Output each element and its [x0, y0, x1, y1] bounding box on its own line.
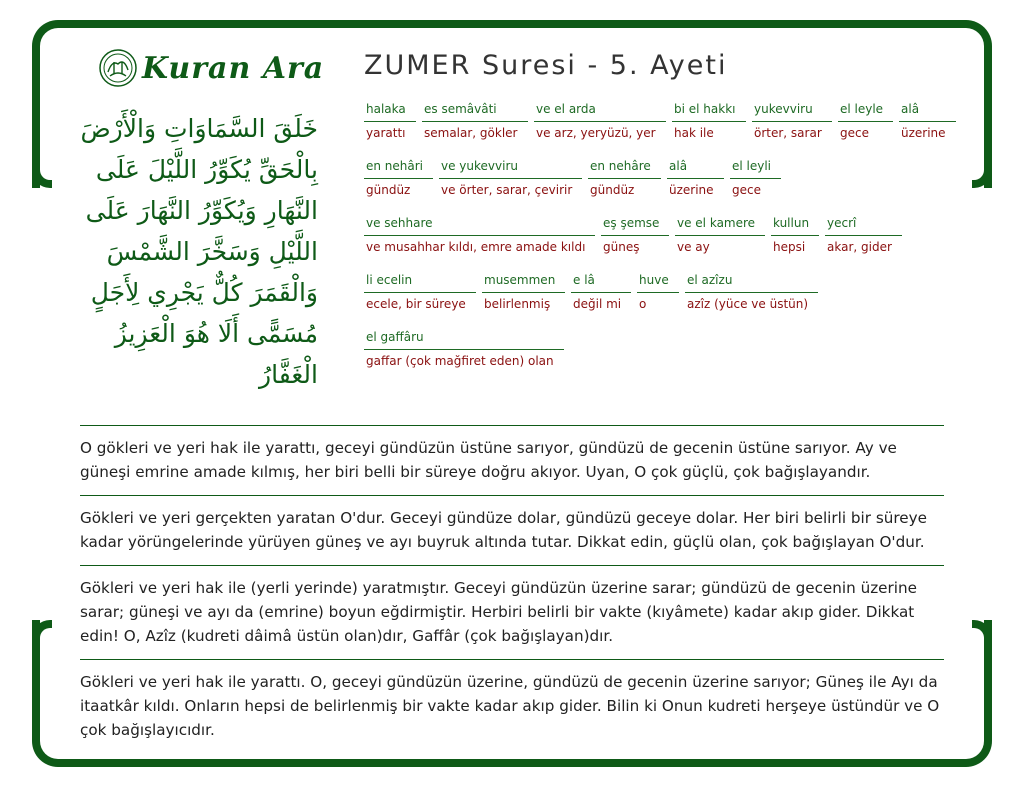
word-meaning: gündüz — [590, 183, 635, 197]
word-meaning: üzerine — [901, 126, 946, 140]
word-row — [364, 273, 964, 330]
word-row — [364, 330, 964, 387]
word-item[interactable] — [637, 273, 679, 330]
word-item[interactable] — [364, 273, 476, 330]
word-meaning: o — [639, 297, 647, 311]
arabic-line: اللَّيْلِ وَسَخَّرَ الشَّمْسَ — [106, 237, 318, 266]
word-meaning: gece — [732, 183, 761, 197]
word-meaning: ve örter, sarar, çevirir — [441, 183, 573, 197]
word-row — [364, 216, 964, 273]
word-item[interactable] — [422, 102, 528, 159]
word-meaning: örter, sarar — [754, 126, 822, 140]
word-meaning: yarattı — [366, 126, 406, 140]
logo-text: Kuran Ara — [142, 50, 325, 86]
word-transliteration: ve yukevviru — [439, 159, 582, 179]
word-item[interactable] — [675, 216, 765, 273]
word-item[interactable] — [685, 273, 818, 330]
arabic-line: خَلَقَ السَّمَاوَاتِ وَالْأَرْضَ — [80, 114, 318, 143]
word-transliteration: musemmen — [482, 273, 565, 293]
site-logo[interactable] — [98, 46, 324, 90]
word-meaning: hak ile — [674, 126, 714, 140]
word-transliteration: ve sehhare — [364, 216, 595, 236]
word-row — [364, 159, 964, 216]
word-transliteration: e lâ — [571, 273, 631, 293]
translation-paragraph: Gökleri ve yeri hak ile yarattı. O, geceyi gündüzün üzerine, gündüzü de gecenin üzerine sarıyor; Güneş ile Ayı da itaatkâr kıldı. Onların hepsi de belirlenmiş bir vakte kadar akıp gider. Bilin ki Onun kudreti herşeye üstündür ve O çok bağışlayıcıdır. — [80, 659, 944, 753]
word-item[interactable] — [899, 102, 956, 159]
word-meaning: ecele, bir süreye — [366, 297, 466, 311]
word-transliteration: kullun — [771, 216, 819, 236]
word-row — [364, 102, 964, 159]
word-item[interactable] — [601, 216, 669, 273]
word-transliteration: en nehâre — [588, 159, 661, 179]
word-transliteration: eş şemse — [601, 216, 669, 236]
word-transliteration: es semâvâti — [422, 102, 528, 122]
word-item[interactable] — [752, 102, 832, 159]
word-item[interactable] — [838, 102, 893, 159]
word-transliteration: el leyli — [730, 159, 781, 179]
word-meaning: gaffar (çok mağfiret eden) olan — [366, 354, 554, 368]
word-transliteration: yecrî — [825, 216, 902, 236]
word-meaning: gündüz — [366, 183, 411, 197]
word-meaning: güneş — [603, 240, 640, 254]
word-transliteration: el gaffâru — [364, 330, 564, 350]
word-meaning: semalar, gökler — [424, 126, 518, 140]
arabic-verse — [66, 108, 318, 395]
word-item[interactable] — [825, 216, 902, 273]
word-item[interactable] — [439, 159, 582, 216]
word-item[interactable] — [771, 216, 819, 273]
word-meaning: belirlenmiş — [484, 297, 551, 311]
word-transliteration: li ecelin — [364, 273, 476, 293]
word-meaning: üzerine — [669, 183, 714, 197]
word-transliteration: ve el kamere — [675, 216, 765, 236]
word-item[interactable] — [730, 159, 781, 216]
quran-emblem-icon — [98, 48, 138, 88]
word-meaning: ve musahhar kıldı, emre amade kıldı — [366, 240, 586, 254]
word-transliteration: ve el arda — [534, 102, 666, 122]
word-item[interactable] — [364, 216, 595, 273]
word-transliteration: alâ — [899, 102, 956, 122]
translations-list — [80, 425, 944, 753]
word-transliteration: el azîzu — [685, 273, 818, 293]
word-meaning: ve arz, yeryüzü, yer — [536, 126, 656, 140]
word-item[interactable] — [534, 102, 666, 159]
arabic-line: وَالْقَمَرَ كُلٌّ يَجْرِي لِأَجَلٍ — [90, 278, 318, 307]
word-item[interactable] — [588, 159, 661, 216]
word-meaning: değil mi — [573, 297, 622, 311]
word-transliteration: el leyle — [838, 102, 893, 122]
word-meaning: ve ay — [677, 240, 710, 254]
word-meaning: akar, gider — [827, 240, 892, 254]
word-meaning: azîz (yüce ve üstün) — [687, 297, 809, 311]
translation-paragraph: O gökleri ve yeri hak ile yarattı, geceyi gündüzün üstüne sarıyor, gündüzü de gecenin üstüne sarıyor. Ay ve güneşi emrine amade kılmış, her biri belli bir süreye doğru akıyor. Uyan, O çok güçlü, çok bağışlayandır. — [80, 425, 944, 495]
word-transliteration: en nehâri — [364, 159, 433, 179]
arabic-line: الْغَفَّارُ — [259, 360, 318, 389]
word-transliteration: halaka — [364, 102, 416, 122]
word-item[interactable] — [672, 102, 746, 159]
word-meaning: gece — [840, 126, 869, 140]
word-transliteration: bi el hakkı — [672, 102, 746, 122]
word-meaning: hepsi — [773, 240, 806, 254]
translation-paragraph: Gökleri ve yeri gerçekten yaratan O'dur. Geceyi gündüze dolar, gündüzü geceye dolar. Her biri belirli bir süreye kadar yörüngelerinde yürüyen güneş ve ayı buyruk altında tutar. Dikkat edin, güçlü olan, çok bağışlayan O'dur. — [80, 495, 944, 565]
word-item[interactable] — [364, 102, 416, 159]
word-transliteration: huve — [637, 273, 679, 293]
word-item[interactable] — [364, 330, 564, 387]
arabic-line: مُسَمًّى أَلَا هُوَ الْعَزِيزُ — [114, 319, 318, 348]
word-item[interactable] — [364, 159, 433, 216]
word-by-word-grid — [364, 102, 964, 387]
translation-paragraph: Gökleri ve yeri hak ile (yerli yerinde) yaratmıştır. Geceyi gündüzün üzerine sarar; gündüzü de gecenin üzerine sarar; güneşi ve ayı da (emrine) boyun eğdirmiştir. Herbiri belirli bir vakte (kıyâmete) kadar akıp gider. Dikkat edin! O, Azîz (kudreti dâimâ üstün olan)dır, Gaffâr (çok bağışlayan)dır. — [80, 565, 944, 659]
arabic-line: بِالْحَقِّ يُكَوِّرُ اللَّيْلَ عَلَى — [95, 155, 318, 184]
word-transliteration: alâ — [667, 159, 724, 179]
word-item[interactable] — [667, 159, 724, 216]
word-item[interactable] — [482, 273, 565, 330]
word-item[interactable] — [571, 273, 631, 330]
page-title: ZUMER Suresi - 5. Ayeti — [364, 50, 728, 81]
word-transliteration: yukevviru — [752, 102, 832, 122]
arabic-line: النَّهَارِ وَيُكَوِّرُ النَّهَارَ عَلَى — [85, 196, 318, 225]
